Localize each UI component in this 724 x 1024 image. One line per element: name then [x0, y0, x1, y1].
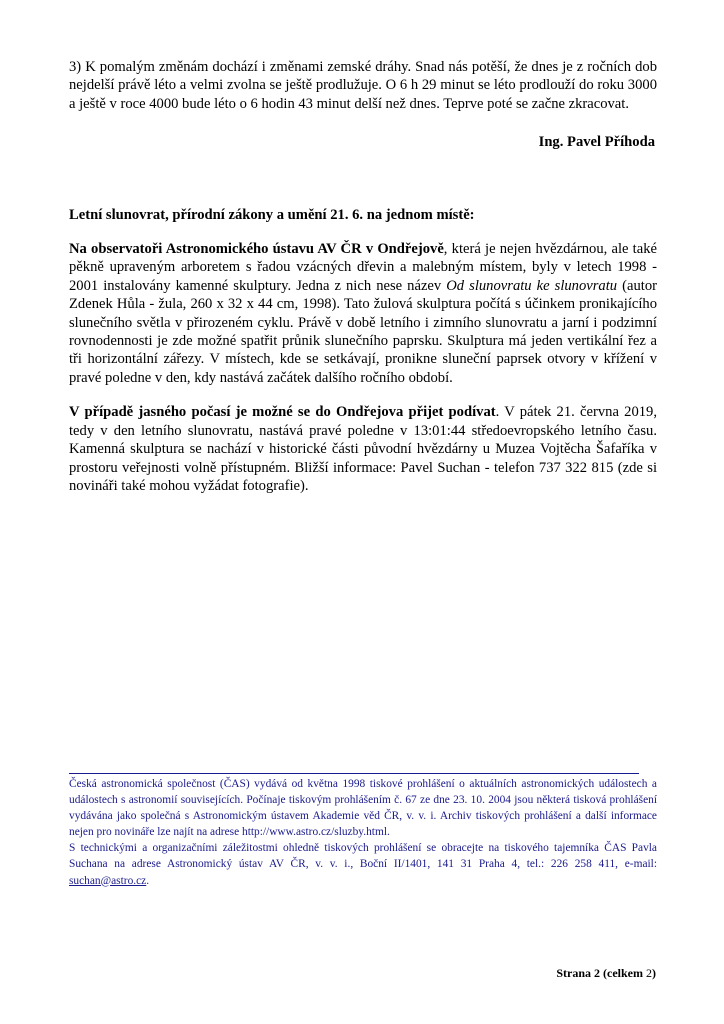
intro-paragraph: 3) K pomalým změnám dochází i změnami zemské dráhy. Snad nás potěší, že dnes je z ročních dob nejdelší právě léto a velmi zvolna se ještě prodlužuje. O 6 h 29 minut se léto prodlouží do roku 3000 a ještě v roce 4000 bude léto o 6 hodin 43 minut delší než dnes. Teprve poté se začne zkracovat. — [69, 59, 657, 112]
footer — [69, 776, 657, 889]
footer-paragraph-2 — [69, 840, 657, 888]
footer-paragraph-1: Česká astronomická společnost (ČAS) vydává od května 1998 tiskové prohlášení o aktuálních astronomických událostech a událostech s astronomií souvisejících. Počínaje tiskovým prohlášením č. 67 ze dne 23. 10. 2004 jsou některá tisková prohlášení vydávána jako společná s Astronomickým ústavem Akademie věd ČR, v. v. i. Archiv tiskových prohlášení a další informace nejen pro novináře lze najít na adrese http://www.astro.cz/sluzby.html. — [69, 778, 657, 839]
section-title: Letní slunovrat, přírodní zákony a umění 21. 6. na jednom místě: — [69, 206, 475, 223]
footer-contact-text: S technickými a organizačními záležitostmi ohledně tiskových prohlášení se obracejte na tiskového tajemníka ČAS Pavla Suchana na adrese Astronomický ústav AV ČR, v. v. i., Boční II/1401, 141 31 Praha 4, tel.: 226 258 411, e-mail: — [69, 842, 657, 871]
observatory-text-b: (autor Zdenek Hůla - žula, 260 x 32 x 44 cm, 1998). Tato žulová skulptura počítá s účinkem pronikajícího slunečního světla v přirozeném cyklu. Právě v době letního i zimního slunovratu a jarní i podzimní rovnodennosti je zde možné spatřit průnik slunečního paprsku. Skulptura má jeden vertikální řez a tři horizontální zářezy. V místech, kde se setkávají, pronikne sluneční paprsek otvory v křížení v pravé poledne v den, kdy nastává začátek dalšího ročního období. — [69, 277, 657, 386]
visit-lead: V případě jasného počasí je možné se do Ondřejova přijet podívat — [69, 404, 496, 421]
footer-email-link[interactable]: suchan@astro.cz — [69, 874, 147, 887]
page-number-suffix: ) — [652, 966, 656, 980]
sculpture-title: Od slunovratu ke slunovratu — [446, 277, 618, 294]
page-number — [556, 966, 656, 981]
visit-paragraph — [69, 403, 657, 495]
observatory-paragraph — [69, 240, 657, 387]
footer-divider — [69, 773, 639, 774]
visit-text: . V pátek 21. června 2019, tedy v den letního slunovratu, nastává pravé poledne v 13:01:44 středoevropského letního času. Kamenná skulptura se nachází v historické části původní hvězdárny u Muzea Vojtěcha Šafaříka v prostoru veřejnosti volně přístupném. Bližší informace: Pavel Suchan - telefon 737 322 815 (zde si novináři také mohou vyžádat fotografie). — [69, 404, 657, 494]
document-body — [69, 58, 657, 495]
footer-email-suffix: . — [146, 874, 150, 887]
page-number-label: Strana 2 (celkem — [556, 966, 646, 980]
observatory-text-a: , která je nejen hvězdárnou, ale také pěkně upraveným arboretem s řadou vzácných dřevin a malebným místem, byly v letech 1998 - 2001 instalovány kamenné skulptury. Jedna z nich nese název — [69, 241, 657, 294]
observatory-lead: Na observatoři Astronomického ústavu AV ČR v Ondřejově — [69, 241, 444, 258]
author-signature: Ing. Pavel Příhoda — [538, 134, 655, 151]
page-number-total: 2 — [646, 966, 652, 980]
